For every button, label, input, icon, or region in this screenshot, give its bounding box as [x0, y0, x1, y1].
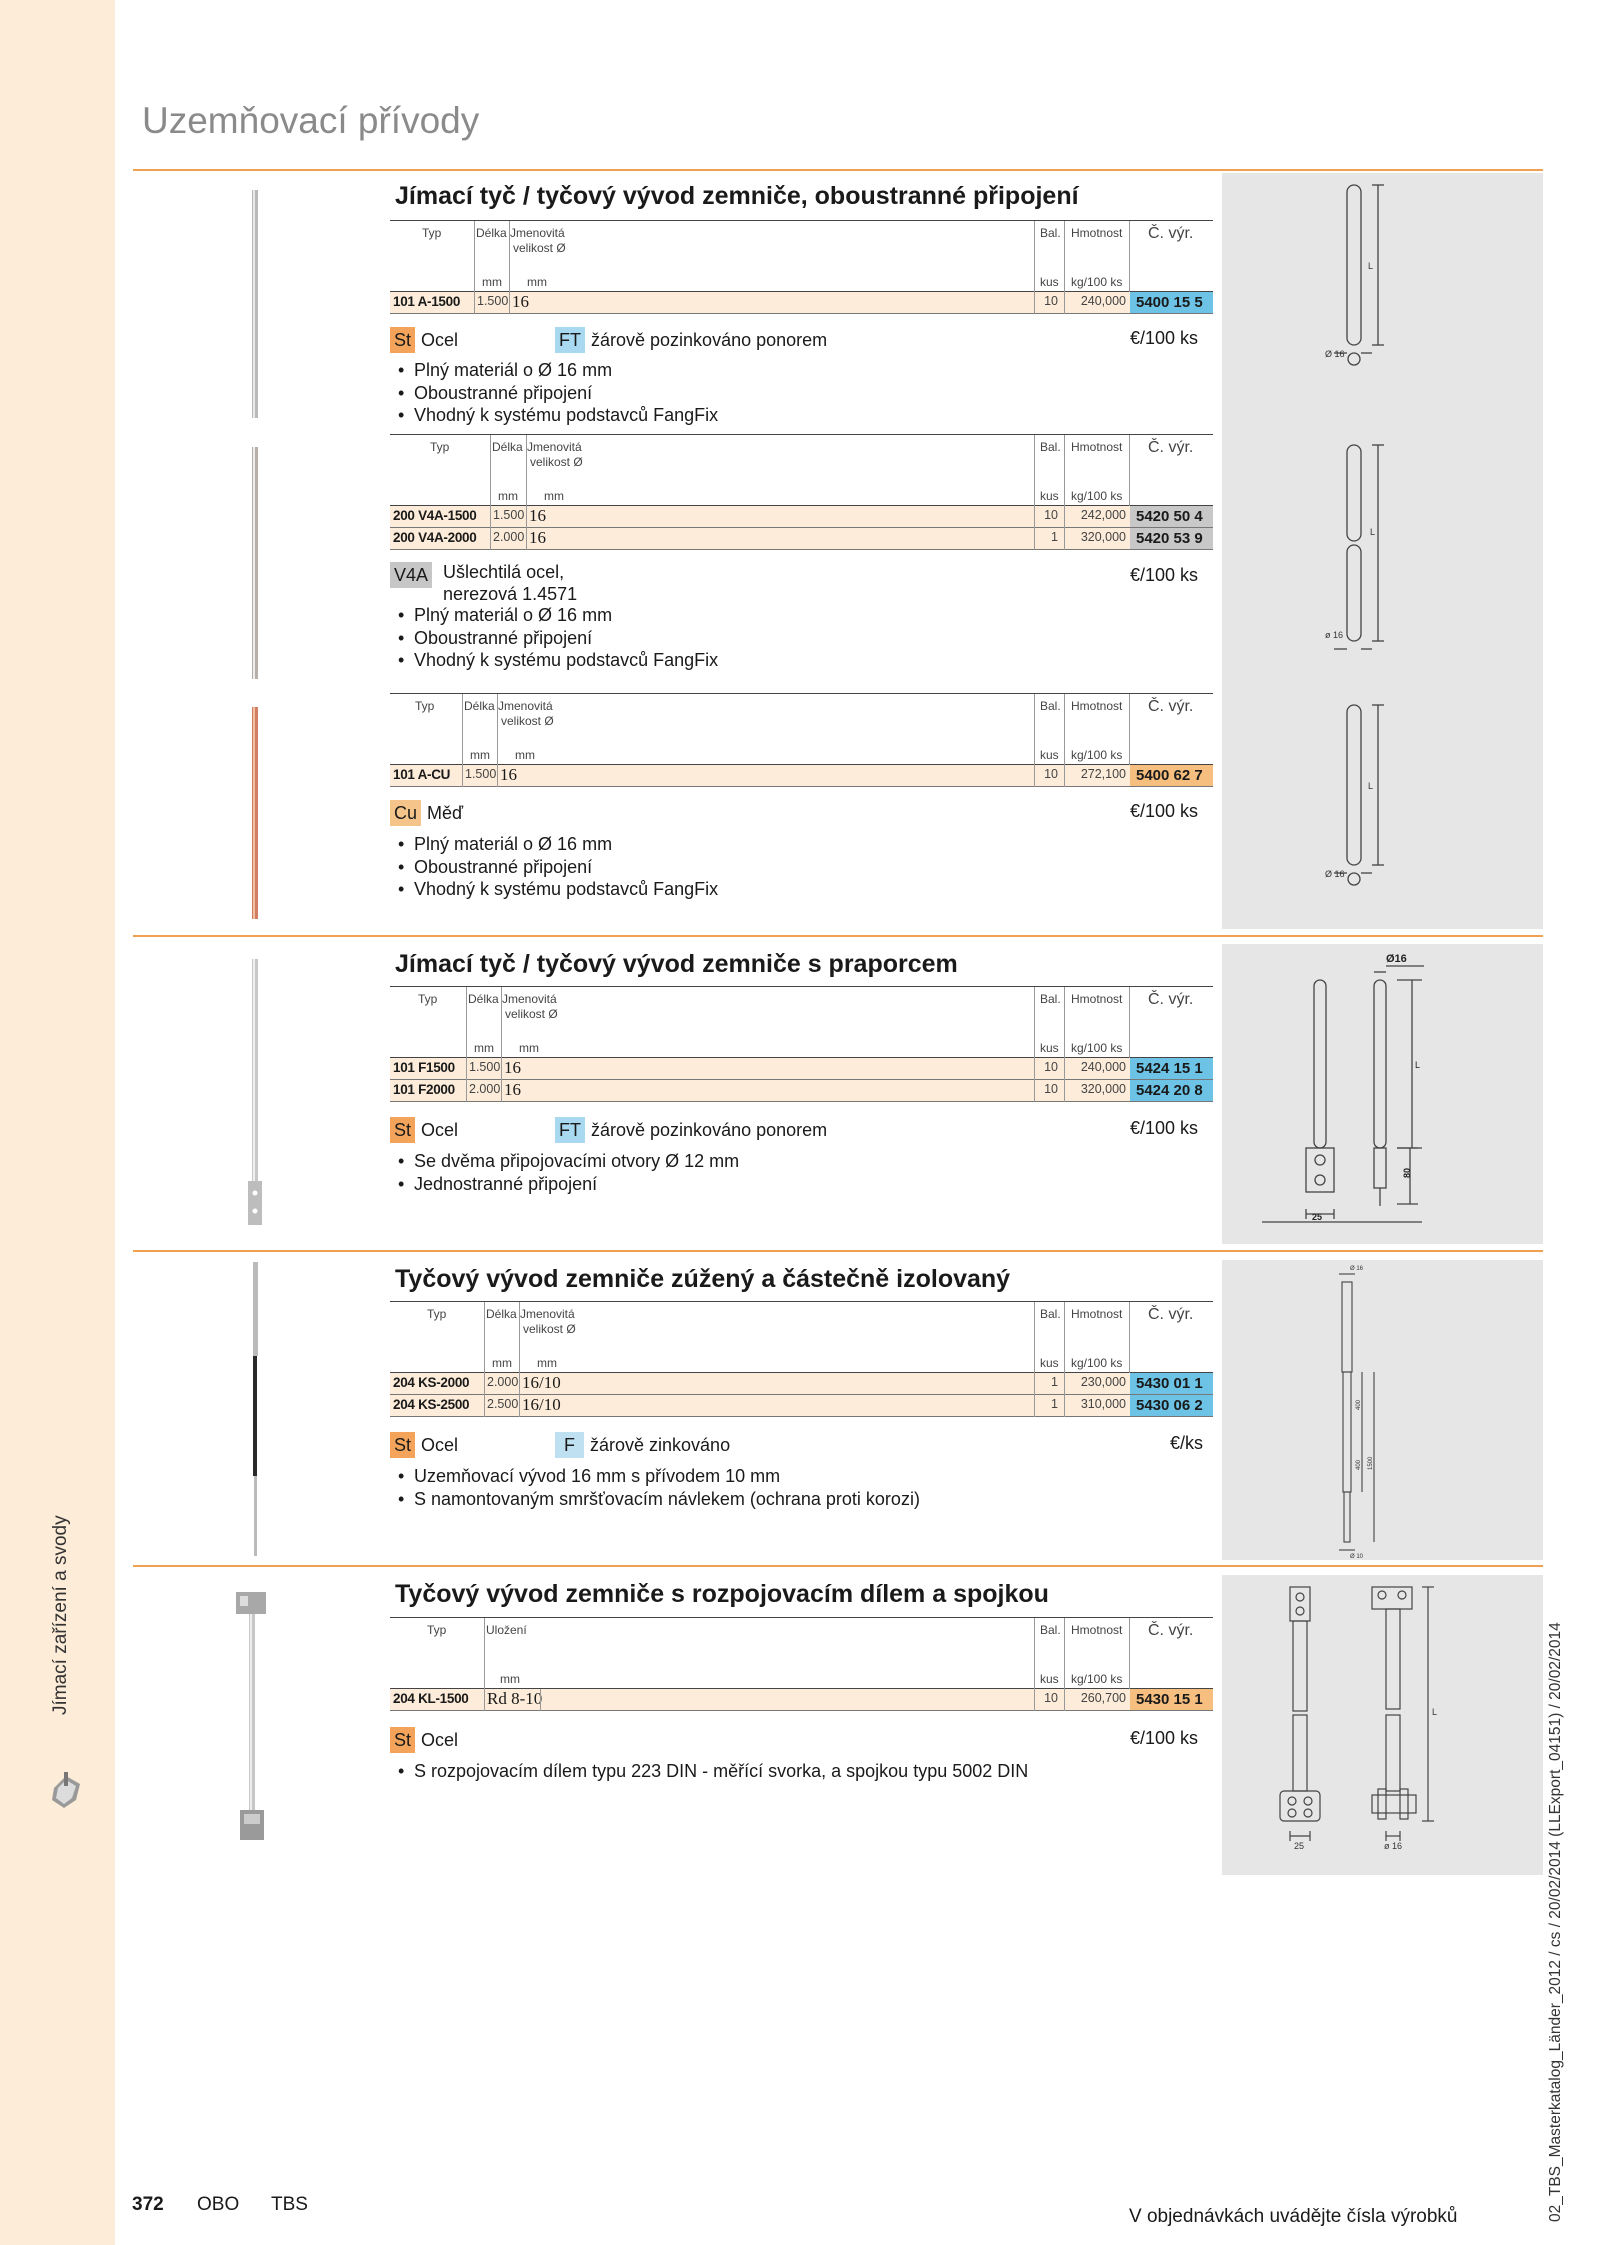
table-header: Typ Délka Jmenovitá velikost Ø mm mm Bal. kus Hmotnost kg/100 ks Č. výr.	[390, 986, 1213, 1058]
product-table	[390, 220, 1213, 314]
dim-diameter: Ø 16	[1325, 349, 1345, 359]
price-unit: €/ks	[1170, 1433, 1204, 1453]
svg-text:25: 25	[1312, 1212, 1323, 1222]
material-line: St Ocel	[390, 1117, 458, 1143]
section-divider	[133, 1250, 1543, 1252]
material-badge: V4A	[390, 562, 432, 588]
table-header: Typ Délka Jmenovitá velikost Ø mm mm Bal. kus Hmotnost kg/100 ks Č. výr.	[390, 220, 1213, 292]
clamp-rod-drawing	[1222, 1575, 1543, 1875]
product-line-label: TBS	[271, 2194, 308, 2215]
insulated-rod-drawing	[1222, 1260, 1543, 1560]
product-photo-rod-insulated	[245, 1260, 265, 1558]
svg-text:400: 400	[1356, 1399, 1362, 1410]
finish-line: F žárově zinkováno	[555, 1432, 730, 1458]
svg-text:1500: 1500	[1368, 1456, 1374, 1470]
chapter-label: Jímací zařízení a svody	[50, 1515, 71, 1715]
dim-L: L	[1368, 261, 1374, 271]
table-row: 204 KS-2000 2.000 16/10 1 230,000 5430 01 1	[390, 1373, 1213, 1395]
product-code[interactable]: 5420 53 9	[1130, 528, 1213, 549]
product-code[interactable]: 5400 62 7	[1130, 765, 1213, 786]
table-row: 101 F2000 2.000 16 10 320,000 5424 20 8	[390, 1080, 1213, 1102]
svg-text:L: L	[1415, 1060, 1421, 1070]
product-table	[390, 986, 1213, 1102]
page-title: Uzemňovací přívody	[142, 100, 480, 141]
svg-text:Ø16: Ø16	[1386, 953, 1407, 965]
section-title: Jímací tyč / tyčový vývod zemniče, oboustranné připojení	[395, 182, 1079, 210]
svg-text:400: 400	[1356, 1459, 1362, 1470]
product-code[interactable]: 5430 01 1	[1130, 1373, 1213, 1394]
table-header: Typ Délka Jmenovitá velikost Ø mm mm Bal. kus Hmotnost kg/100 ks Č. výr.	[390, 1301, 1213, 1373]
finish-badge: F	[555, 1432, 584, 1458]
product-photo-rod-clamp	[230, 1588, 274, 1858]
table-row: 101 F1500 1.500 16 10 240,000 5424 15 1	[390, 1058, 1213, 1080]
col-typ: Typ	[422, 226, 442, 240]
material-badge: St	[390, 1117, 415, 1143]
material-line: Cu Měď	[390, 800, 463, 826]
product-code[interactable]: 5430 15 1	[1130, 1689, 1213, 1710]
feature-list: • Plný materiál o Ø 16 mm • Oboustranné připojení • Vhodný k systému podstavců FangFix	[394, 359, 718, 427]
svg-text:ø 16: ø 16	[1384, 1841, 1403, 1851]
sidebar	[0, 0, 115, 2245]
price-unit: €/100 ks	[1130, 328, 1199, 348]
col-bal: Bal.	[1040, 226, 1061, 240]
finish-line: FT žárově pozinkováno ponorem	[555, 1117, 827, 1143]
product-photo-rod-copper	[245, 705, 265, 921]
material-line: St Ocel	[390, 1432, 458, 1458]
technical-drawing-panel	[1222, 173, 1543, 929]
table-row: 101 A-CU 1.500 16 10 272,100 5400 62 7	[390, 765, 1213, 787]
table-row: 101 A-1500 1.500 16 10 240,000 5400 15 5	[390, 292, 1213, 314]
feature-list: • Plný materiál o Ø 16 mm • Oboustranné připojení • Vhodný k systému podstavců FangFix	[394, 604, 718, 672]
footer-note: V objednávkách uvádějte čísla výrobků	[1129, 2206, 1458, 2227]
product-code[interactable]: 5424 15 1	[1130, 1058, 1213, 1079]
product-photo-rod-stainless	[245, 445, 265, 681]
svg-text:Ø 16: Ø 16	[1350, 1266, 1364, 1272]
col-cislo: Č. výr.	[1148, 225, 1194, 242]
material-badge: St	[390, 327, 415, 353]
svg-text:L: L	[1370, 527, 1376, 537]
table-row: 204 KL-1500 Rd 8-10 10 260,700 5430 15 1	[390, 1689, 1213, 1711]
table-header: Typ Uložení mm Bal. kus Hmotnost kg/100 ks Č. výr.	[390, 1617, 1213, 1689]
product-table	[390, 693, 1213, 787]
material-line: V4A Ušlechtilá ocel, nerezová 1.4571	[390, 561, 577, 605]
svg-text:Ø 10: Ø 10	[1350, 1554, 1364, 1560]
feature-list: • Plný materiál o Ø 16 mm • Oboustranné připojení • Vhodný k systému podstavců FangFix	[394, 833, 718, 901]
flag-rod-drawing	[1222, 944, 1543, 1244]
price-unit: €/100 ks	[1130, 801, 1199, 821]
page-number: 372	[132, 2194, 164, 2215]
material-badge: St	[390, 1432, 415, 1458]
col-jmen: Jmenovitá	[510, 226, 565, 240]
technical-drawing-panel	[1222, 944, 1543, 1244]
col-delka: Délka	[476, 226, 507, 240]
product-photo-rod-galvanized	[245, 188, 265, 420]
price-unit: €/100 ks	[1130, 1118, 1199, 1138]
finish-line: FT žárově pozinkováno ponorem	[555, 327, 827, 353]
technical-drawing-panel	[1222, 1260, 1543, 1560]
lightning-rod-icon	[48, 1770, 84, 1814]
table-row: 204 KS-2500 2.500 16/10 1 310,000 5430 06 2	[390, 1395, 1213, 1417]
price-unit: €/100 ks	[1130, 1728, 1199, 1748]
brand-label: OBO	[197, 2194, 240, 2215]
feature-list: • Uzemňovací vývod 16 mm s přívodem 10 mm • S namontovaným smršťovacím návlekem (ochrana proti korozi)	[394, 1465, 920, 1510]
material-badge: Cu	[390, 800, 421, 826]
product-code[interactable]: 5400 15 5	[1130, 292, 1213, 313]
product-code[interactable]: 5424 20 8	[1130, 1080, 1213, 1101]
svg-text:L: L	[1432, 1707, 1438, 1717]
finish-badge: FT	[555, 1117, 585, 1143]
product-code[interactable]: 5420 50 4	[1130, 506, 1213, 527]
section-divider	[133, 1565, 1543, 1567]
section-title: Tyčový vývod zemniče zúžený a částečně izolovaný	[395, 1265, 1011, 1293]
svg-text:80: 80	[1402, 1167, 1412, 1178]
col-hmotnost: Hmotnost	[1071, 226, 1123, 240]
product-photo-rod-flag	[240, 955, 270, 1227]
product-table	[390, 434, 1213, 550]
table-header: Typ Délka Jmenovitá velikost Ø mm mm Bal. kus Hmotnost kg/100 ks Č. výr.	[390, 693, 1213, 765]
feature-list: • Se dvěma připojovacími otvory Ø 12 mm • Jednostranné připojení	[394, 1150, 739, 1195]
print-metadata: 02_TBS_Masterkatalog_Länder_2012 / cs / 20/02/2014 (LLExport_04151) / 20/02/2014	[1547, 1622, 1564, 2222]
price-unit: €/100 ks	[1130, 565, 1199, 585]
product-table	[390, 1301, 1213, 1417]
technical-drawing-panel	[1222, 1575, 1543, 1875]
section-divider	[133, 935, 1543, 937]
section-title: Jímací tyč / tyčový vývod zemniče s praporcem	[395, 950, 958, 978]
svg-text:25: 25	[1294, 1841, 1305, 1851]
feature-list: • S rozpojovacím dílem typu 223 DIN - měřící svorka, a spojkou typu 5002 DIN	[394, 1760, 1028, 1783]
section-title: Tyčový vývod zemniče s rozpojovacím dílem a spojkou	[395, 1580, 1049, 1608]
table-row: 200 V4A-1500 1.500 16 10 242,000 5420 50 4	[390, 506, 1213, 528]
material-line: St Ocel	[390, 327, 458, 353]
section-divider	[133, 169, 1543, 171]
product-table	[390, 1617, 1213, 1711]
material-badge: St	[390, 1727, 415, 1753]
finish-badge: FT	[555, 327, 585, 353]
product-code[interactable]: 5430 06 2	[1130, 1395, 1213, 1416]
svg-text:L: L	[1368, 781, 1374, 791]
rod-dimension-drawing	[1222, 173, 1543, 929]
svg-text:Ø 16: Ø 16	[1325, 869, 1345, 879]
svg-text:ø 16: ø 16	[1325, 630, 1344, 640]
table-row: 200 V4A-2000 2.000 16 1 320,000 5420 53 9	[390, 528, 1213, 550]
material-line: St Ocel	[390, 1727, 458, 1753]
table-header: Typ Délka Jmenovitá velikost Ø mm mm Bal. kus Hmotnost kg/100 ks Č. výr.	[390, 434, 1213, 506]
